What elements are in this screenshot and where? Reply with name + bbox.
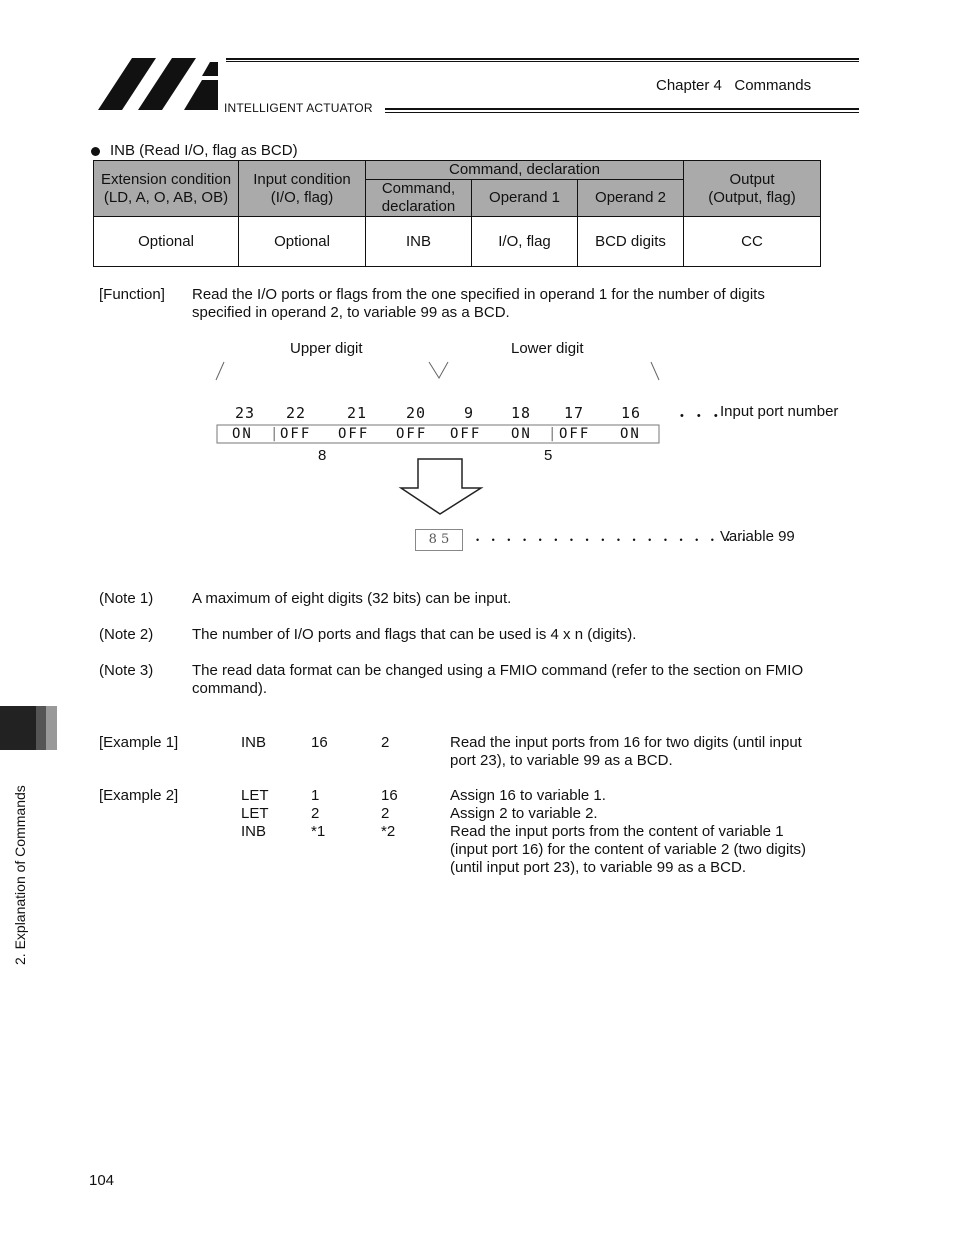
example-2-operand2: *2 (381, 823, 396, 840)
example-1-label: [Example 1] (99, 734, 179, 751)
example-2-operand1: 1 (311, 787, 320, 804)
example-2-operand2: 2 (381, 805, 390, 822)
bit-state: OFF (396, 426, 428, 442)
port-number: 23 (235, 404, 256, 422)
iai-logo (98, 58, 220, 114)
header-command-group: Command, declaration (366, 161, 684, 180)
bit-state: OFF (280, 426, 312, 442)
lower-digit-label: Lower digit (511, 340, 584, 357)
leader-dots-long-icon: • • • • • • • • • • • • • • • • • • (476, 535, 751, 545)
bit-state: ON (511, 426, 532, 442)
note-3-label: (Note 3) (99, 662, 154, 679)
table-row (94, 217, 821, 267)
section-title: INB (Read I/O, flag as BCD) (110, 142, 298, 159)
side-tab-marker-light (46, 706, 57, 750)
example-2-description: Read the input ports from the content of variable 1 (input port 16) for the content of variable 2 (two digits) (until input port 23), to variable 99 as a BCD. (450, 823, 807, 876)
company-label: INTELLIGENT ACTUATOR (224, 101, 373, 115)
header-output: Output (Output, flag) (684, 161, 821, 217)
lower-digit-value: 5 (544, 447, 553, 464)
cell-output: CC (684, 217, 821, 267)
variable-99-label: Variable 99 (720, 528, 795, 545)
note-1-label: (Note 1) (99, 590, 154, 607)
port-number: 16 (621, 404, 642, 422)
command-table (93, 160, 821, 267)
header-extension-condition: Extension condition (LD, A, O, AB, OB) (94, 161, 239, 217)
example-1-description: Read the input ports from 16 for two digits (until input port 23), to variable 99 as a BCD. (450, 734, 802, 769)
header-rule-top (226, 58, 859, 62)
cell-operand2: BCD digits (578, 217, 684, 267)
note-3-text: The read data format can be changed using a FMIO command (refer to the section on FMIO command). (192, 662, 804, 697)
function-label: [Function] (99, 286, 165, 303)
state-row (218, 426, 662, 444)
side-tab-marker (0, 706, 36, 750)
example-2-label: [Example 2] (99, 787, 179, 804)
example-1-operand1: 16 (311, 734, 328, 751)
header-input-condition: Input condition (I/O, flag) (239, 161, 366, 217)
example-2-command: LET (241, 805, 269, 822)
bit-state: OFF (450, 426, 482, 442)
header-operand2: Operand 2 (578, 180, 684, 217)
example-2-operand1: 2 (311, 805, 320, 822)
example-1-command: INB (241, 734, 267, 751)
header-command-declaration: Command, declaration (366, 180, 472, 217)
port-number: 9 (464, 404, 475, 422)
example-2-operand2: 16 (381, 787, 398, 804)
chapter-title: Chapter 4 Commands (656, 77, 812, 94)
page-number: 104 (89, 1172, 115, 1189)
note-2-text: The number of I/O ports and flags that can be used is 4 x n (digits). (192, 626, 637, 643)
example-2-operand1: *1 (311, 823, 326, 840)
port-number-row (218, 404, 662, 422)
cell-input: Optional (239, 217, 366, 267)
input-port-label: Input port number (720, 403, 839, 420)
leader-dots-icon: • • • (680, 410, 723, 422)
bit-state: OFF (338, 426, 370, 442)
down-arrow-icon (398, 458, 484, 516)
port-number: 20 (406, 404, 427, 422)
port-number: 21 (347, 404, 368, 422)
example-2-command: INB (241, 823, 267, 840)
separator-icon: | (270, 426, 281, 442)
port-number: 17 (564, 404, 585, 422)
bit-state: ON (232, 426, 253, 442)
bit-state: OFF (559, 426, 591, 442)
separator-icon: | (548, 426, 559, 442)
example-2-description: Assign 16 to variable 1. (450, 787, 606, 804)
side-tab-label: 2. Explanation of Commands (12, 785, 28, 965)
cell-extension: Optional (94, 217, 239, 267)
note-2-label: (Note 2) (99, 626, 154, 643)
example-2-description: Assign 2 to variable 2. (450, 805, 598, 822)
cell-operand1: I/O, flag (472, 217, 578, 267)
note-1-text: A maximum of eight digits (32 bits) can be input. (192, 590, 512, 607)
cell-command: INB (366, 217, 472, 267)
header-rule-bottom (385, 108, 859, 113)
function-text: Read the I/O ports or flags from the one specified in operand 1 for the number of digits specified in operand 2, to variable 99 as a BCD. (192, 286, 765, 321)
upper-digit-value: 8 (318, 447, 327, 464)
port-number: 22 (286, 404, 307, 422)
upper-digit-label: Upper digit (290, 340, 363, 357)
header-operand1: Operand 1 (472, 180, 578, 217)
port-number: 18 (511, 404, 532, 422)
bullet-icon (91, 147, 100, 156)
bit-state: ON (620, 426, 641, 442)
side-tab-marker-mid (36, 706, 46, 750)
example-2-command: LET (241, 787, 269, 804)
example-1-operand2: 2 (381, 734, 390, 751)
variable-99-box: 8 5 (415, 529, 463, 551)
